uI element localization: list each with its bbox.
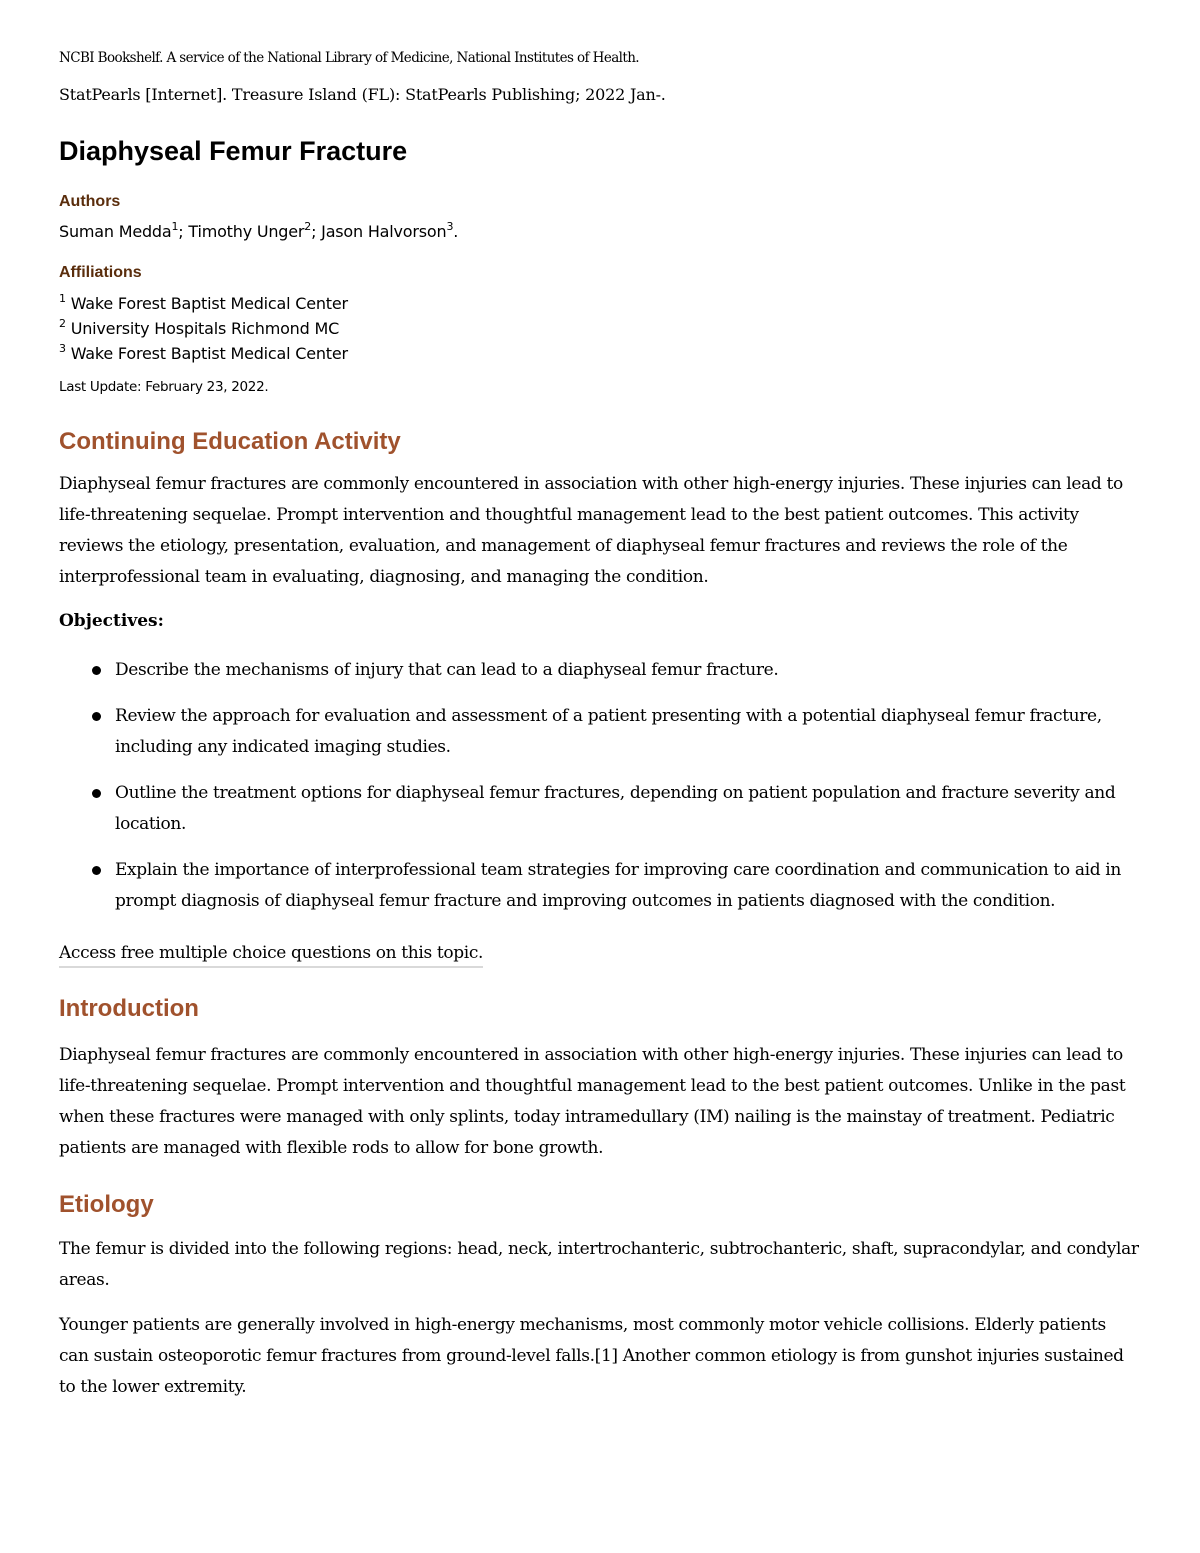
author-affiliation-marker: 3 (446, 220, 454, 233)
bullet-icon (92, 666, 101, 675)
mcq-link[interactable]: Access free multiple choice questions on this topic. (59, 941, 483, 968)
etiology-paragraph-2 (59, 1310, 1139, 1403)
bullet-icon (92, 866, 101, 875)
continuing-education-paragraph: Diaphyseal femur fractures are commonly encountered in association with other high-energy injuries. These injuries can lead to life-threatening sequelae. Prompt intervention and thoughtful management lead to the best patient outcomes. This activity reviews the etiology, presentation, evaluation, and management of diaphyseal femur fractures and reviews the role of the interprofessional team in evaluating, diagnosing, and managing the condition. (59, 474, 1123, 587)
authors-list (59, 221, 1139, 243)
author-name: Suman Medda (59, 222, 172, 241)
authors-heading: Authors (59, 193, 121, 210)
objective-item (59, 655, 1139, 686)
author-affiliation-marker: 1 (171, 220, 179, 233)
introduction-paragraph: Diaphyseal femur fractures are commonly encountered in association with other high-energy injuries. These injuries can lead to life-threatening sequelae. Prompt intervention and thoughtful management lead to the best patient outcomes. Unlike in the past when these fractures were managed with only splints, today intramedullary (IM) nailing is the mainstay of treatment. Pediatric patients are managed with flexible rods to allow for bone growth. (59, 1045, 1126, 1158)
citation-line: StatPearls [Internet]. Treasure Island (FL): StatPearls Publishing; 2022 Jan-. (59, 85, 666, 104)
author-separator: ; (311, 222, 322, 241)
author-separator: . (453, 222, 459, 241)
affiliation-item (59, 316, 1139, 341)
page-title: Diaphyseal Femur Fracture (59, 136, 408, 166)
affiliations-heading: Affiliations (59, 264, 142, 281)
affiliation-item (59, 341, 1139, 366)
objective-text: Review the approach for evaluation and assessment of a patient presenting with a potential diaphyseal femur fracture, including any indicated imaging studies. (115, 706, 1102, 757)
document-page (59, 48, 1139, 1403)
ncbi-service-line: NCBI Bookshelf. A service of the National Library of Medicine, National Institutes of Health. (59, 50, 639, 66)
objective-item (59, 778, 1139, 840)
affiliation-number: 1 (59, 292, 66, 305)
affiliation-text: University Hospitals Richmond MC (70, 319, 340, 338)
affiliation-item (59, 291, 1139, 316)
etiology-text: Younger patients are generally involved in high-energy mechanisms, most commonly motor vehicle collisions. Elderly patients can sustain osteoporotic femur fractures from ground-level falls. (59, 1315, 1106, 1366)
section-heading-etiology: Etiology (59, 1191, 154, 1218)
section-heading-introduction: Introduction (59, 995, 199, 1022)
bullet-icon (92, 712, 101, 721)
affiliation-number: 2 (59, 317, 66, 330)
reference-link[interactable]: [1] (594, 1346, 618, 1366)
affiliation-text: Wake Forest Baptist Medical Center (70, 294, 348, 313)
objective-item (59, 701, 1139, 763)
objective-item (59, 855, 1139, 917)
mcq-link-container (59, 941, 1139, 968)
objective-text: Outline the treatment options for diaphyseal femur fractures, depending on patient population and fracture severity and location. (115, 783, 1116, 834)
affiliation-text: Wake Forest Baptist Medical Center (70, 344, 348, 363)
author-name: Jason Halvorson (321, 222, 447, 241)
objectives-list (59, 655, 1139, 917)
section-heading-continuing-education: Continuing Education Activity (59, 428, 401, 455)
objectives-label: Objectives: (59, 611, 164, 631)
etiology-text: Another common etiology is from gunshot injuries sustained to the lower extremity. (59, 1346, 1124, 1397)
bullet-icon (92, 789, 101, 798)
author-affiliation-marker: 2 (304, 220, 312, 233)
objective-text: Describe the mechanisms of injury that can lead to a diaphyseal femur fracture. (115, 660, 779, 680)
last-update: Last Update: February 23, 2022. (59, 379, 269, 395)
author-separator: ; (178, 222, 189, 241)
affiliation-number: 3 (59, 342, 66, 355)
affiliations-list (59, 291, 1139, 366)
objective-text: Explain the importance of interprofessional team strategies for improving care coordination and communication to aid in prompt diagnosis of diaphyseal femur fracture and improving outcomes in patients diagnosed with the condition. (115, 860, 1121, 911)
etiology-paragraph-1: The femur is divided into the following regions: head, neck, intertrochanteric, subtrochanteric, shaft, supracondylar, and condylar areas. (59, 1239, 1139, 1290)
author-name: Timothy Unger (188, 222, 305, 241)
